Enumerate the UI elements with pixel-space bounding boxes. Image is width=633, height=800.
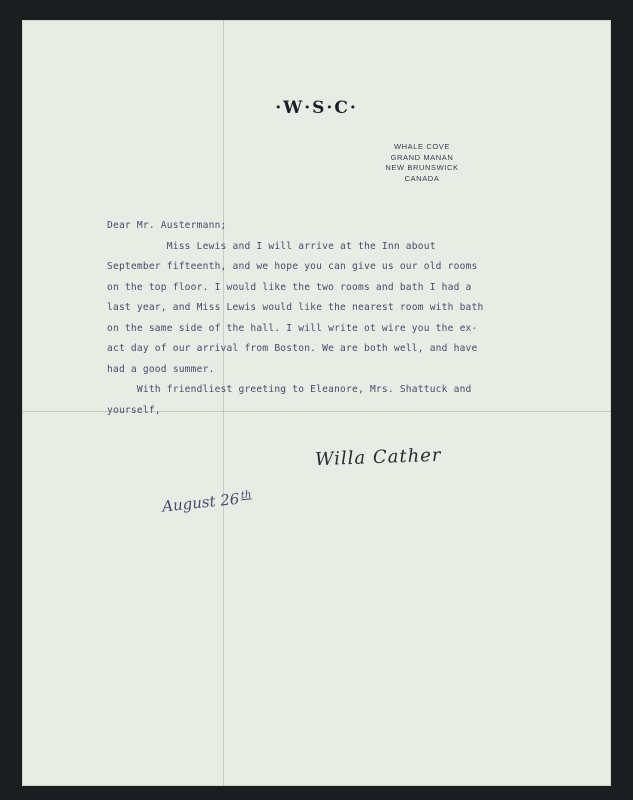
salutation: Dear Mr. Austermann; — [107, 220, 227, 231]
body-line: last year, and Miss Lewis would like the nearest room with bath — [107, 302, 484, 313]
letter-page — [22, 20, 611, 786]
address-line: CANADA — [404, 173, 440, 183]
letter-body — [107, 216, 567, 421]
body-line: on the same side of the hall. I will write ot wire you the ex- — [107, 322, 478, 334]
date-suffix: th — [240, 489, 252, 502]
handwritten-signature: Willa Cather — [314, 444, 442, 471]
body-line: had a good summer. — [107, 363, 215, 375]
body-line: Miss Lewis and I will arrive at the Inn about — [107, 240, 436, 252]
handwritten-date — [161, 488, 252, 515]
body-line: yourself, — [107, 404, 161, 416]
date-main: August 26 — [161, 489, 241, 516]
address-line: GRAND MANAN — [390, 152, 454, 162]
letterhead-monogram: ·W·S·C· — [275, 98, 358, 118]
letterhead-address — [362, 142, 482, 184]
body-line: With friendliest greeting to Eleanore, Mrs. Shattuck and — [107, 384, 472, 395]
address-line: WHALE COVE — [393, 142, 450, 151]
body-line: September fifteenth, and we hope you can give us our old rooms — [107, 261, 478, 272]
body-line: act day of our arrival from Boston. We are both well, and have — [107, 343, 478, 354]
address-line: NEW BRUNSWICK — [385, 163, 459, 172]
body-line: on the top floor. I would like the two rooms and bath I had a — [107, 281, 472, 293]
